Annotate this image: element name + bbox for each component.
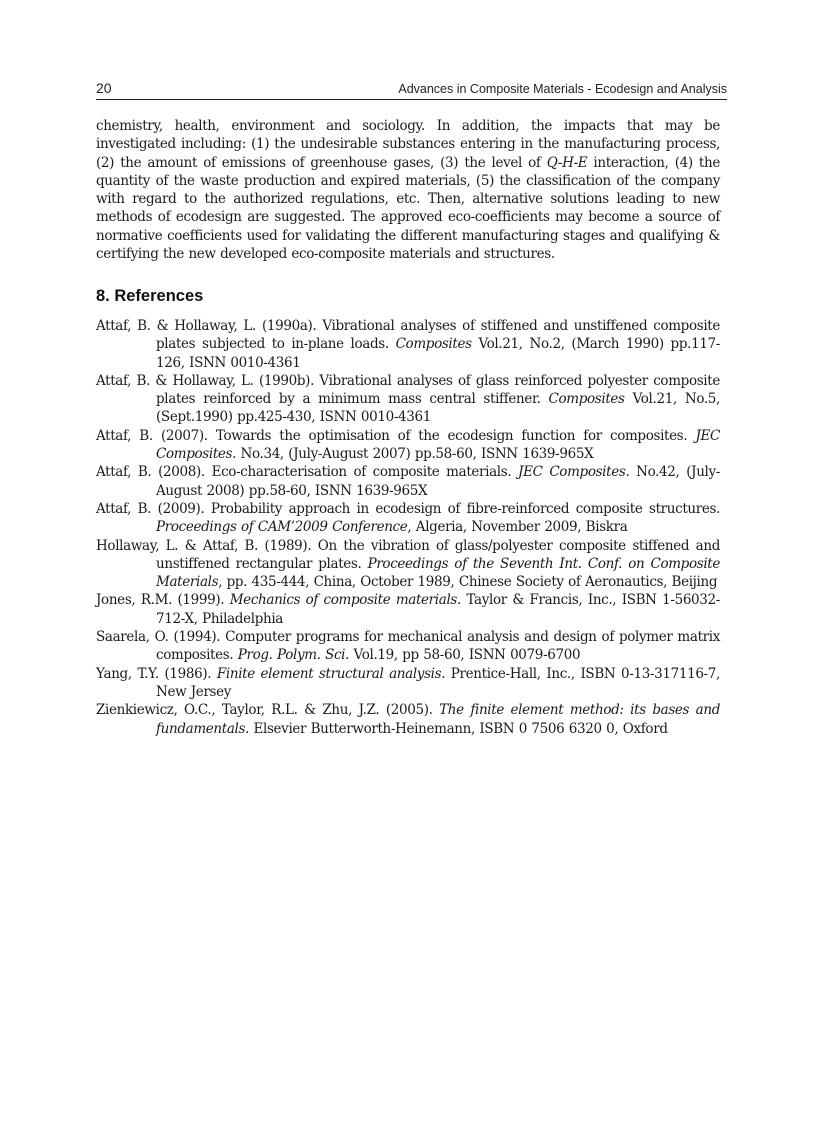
reference-item [96, 372, 720, 427]
reference-details: . Taylor & Francis, Inc., ISBN 1-56032-712-X, Philadelphia [156, 592, 720, 627]
reference-text: Attaf, B. & Hollaway, L. (1990b). Vibrational analyses of glass reinforced polyester composite plates reinforced by a minimum mass central stiffener. [96, 372, 720, 408]
reference-text: Yang, T.Y. (1986). [96, 665, 217, 682]
reference-list [96, 317, 720, 738]
reference-item [96, 500, 720, 537]
reference-details: Vol.19, pp 58-60, ISNN 0079-6700 [349, 647, 581, 664]
reference-item [96, 537, 720, 592]
reference-source: Prog. Polym. Sci. [237, 647, 350, 664]
page-number: 20 [96, 80, 112, 96]
paragraph-text: chemistry, health, environment and sociology. In addition, the impacts that may be investigated including: (1) the undesirable substances entering in the manufacturing process, (2) the amount of emissions of greenhouse gases, (3) the level of [96, 118, 720, 171]
reference-source: JEC Composites [518, 464, 626, 481]
reference-text: Saarela, O. (1994). Computer programs for mechanical analysis and design of polymer matrix composites. [96, 629, 720, 664]
reference-source: Proceedings of CAM’2009 Conference [156, 519, 408, 536]
reference-text: Zienkiewicz, O.C., Taylor, R.L. & Zhu, J.Z. (2005). [96, 702, 440, 719]
reference-details: , Algeria, November 2009, Biskra [407, 519, 628, 536]
reference-details: Vol.21, No.2, (March 1990) pp.117-126, ISNN 0010-4361 [156, 336, 721, 371]
reference-source: Mechanics of composite materials [229, 592, 457, 609]
reference-text: Hollaway, L. & Attaf, B. (1989). On the vibration of glass/polyester composite stiffened and unstiffened rectangular plates. [96, 537, 720, 572]
running-header [96, 80, 727, 100]
reference-item [96, 665, 720, 702]
reference-item [96, 427, 720, 464]
reference-text: Attaf, B. (2007). Towards the optimisation of the ecodesign function for composites. [96, 427, 696, 444]
reference-text: Jones, R.M. (1999). [96, 592, 230, 609]
reference-item [96, 701, 720, 738]
paragraph-italic-text: Q-H-E [546, 154, 588, 171]
reference-text: Attaf, B. (2009). Probability approach in ecodesign of fibre-reinforced composite structures. [96, 500, 720, 517]
reference-text: Attaf, B. (2008). Eco-characterisation of composite materials. [96, 464, 519, 481]
paragraph-text: interaction, (4) the quantity of the waste production and expired materials, (5) the classification of the company with regard to the authorized regulations, etc. Then, alternative solutions leading to new methods of ecodesign are suggested. The approved eco-coefficients may become a source of normative coefficients used for validating the different manufacturing stages and qualifying & certifying the new developed eco-composite materials and structures. [96, 154, 720, 263]
reference-details: , pp. 435-444, China, October 1989, Chinese Society of Aeronautics, Beijing [218, 574, 718, 591]
reference-source: Finite element structural analysis [216, 665, 442, 682]
section-heading: 8. References [96, 287, 204, 305]
reference-source: JEC Composites [156, 427, 720, 463]
reference-details: Elsevier Butterworth-Heinemann, ISBN 0 7506 6320 0, Oxford [249, 720, 668, 737]
reference-details: . Prentice-Hall, Inc., ISBN 0-13-317116-7, New Jersey [156, 665, 720, 700]
reference-details: Vol.21, No.5, (Sept.1990) pp.425-430, ISNN 0010-4361 [156, 391, 720, 426]
body-paragraph [96, 117, 720, 263]
reference-details: . No.42, (July-August 2008) pp.58-60, ISNN 1639-965X [156, 464, 720, 499]
reference-item [96, 463, 720, 500]
reference-source: Proceedings of the Seventh Int. Conf. on Composite Materials [156, 555, 720, 591]
reference-details: . No.34, (July-August 2007) pp.58-60, ISNN 1639-965X [232, 446, 594, 463]
reference-text: Attaf, B. & Hollaway, L. (1990a). Vibrational analyses of stiffened and unstiffened composite plates subjected to in-plane loads. [96, 318, 720, 353]
reference-item [96, 591, 720, 628]
reference-source: Composites [548, 391, 625, 408]
reference-item [96, 628, 720, 665]
reference-item [96, 317, 720, 372]
book-title: Advances in Composite Materials - Ecodesign and Analysis [398, 82, 727, 96]
reference-source: The finite element method: its bases and fundamentals. [156, 702, 721, 737]
reference-source: Composites [395, 336, 472, 353]
